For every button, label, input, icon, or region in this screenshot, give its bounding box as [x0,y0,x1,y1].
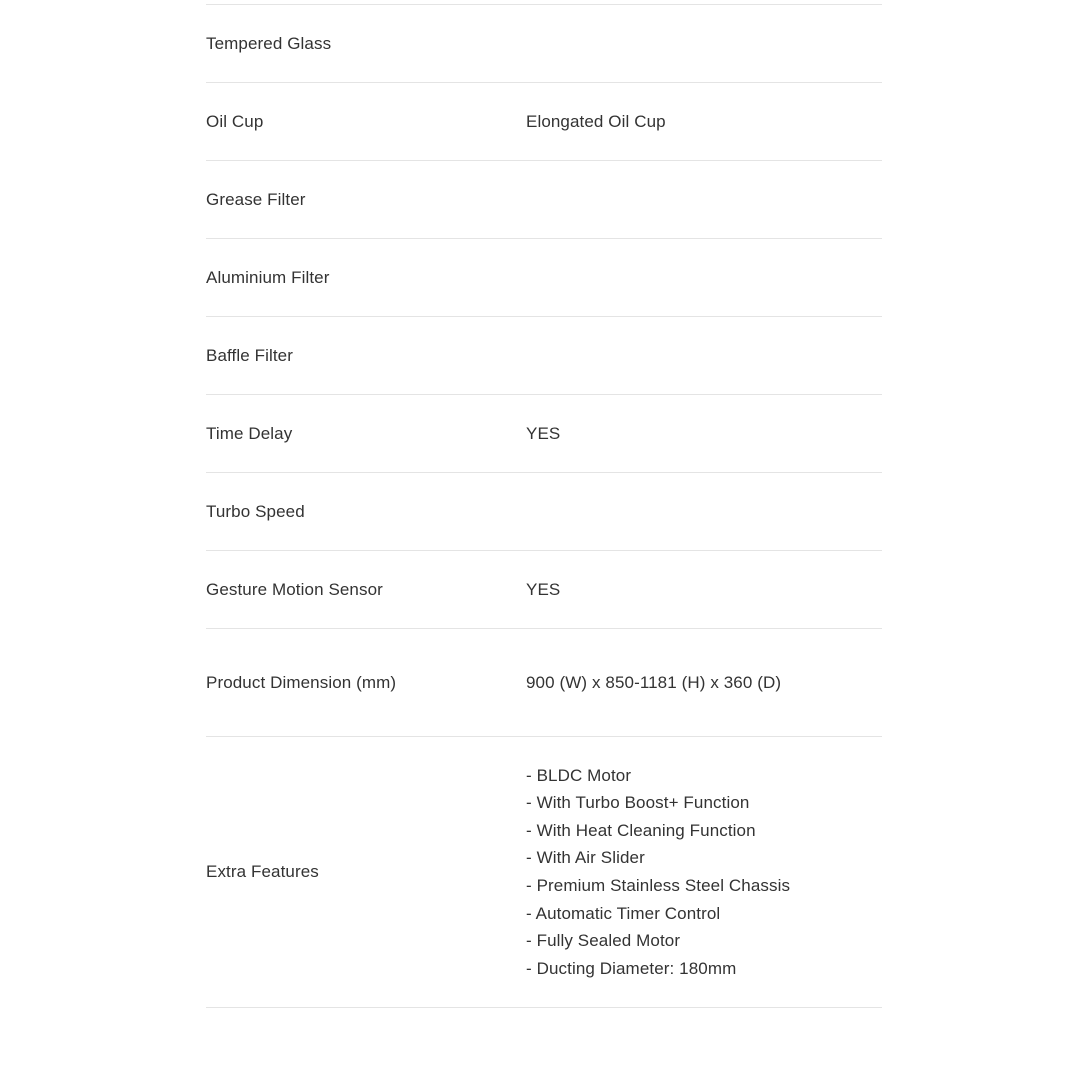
spec-value: YES [526,579,561,599]
spec-value [526,762,882,983]
spec-label: Turbo Speed [206,501,305,521]
spec-row-time-delay [206,395,882,473]
feature-list [526,762,882,983]
spec-label: Grease Filter [206,189,306,209]
spec-label: Time Delay [206,423,293,443]
spec-value: 900 (W) x 850-1181 (H) x 360 (D) [526,672,782,692]
spec-row-baffle-filter [206,317,882,395]
spec-label: Oil Cup [206,111,264,131]
spec-label: Baffle Filter [206,345,293,365]
feature-item: - With Air Slider [526,848,645,868]
spec-row-oil-cup [206,83,882,161]
feature-item: - Ducting Diameter: 180mm [526,958,737,978]
spec-label: Aluminium Filter [206,267,330,287]
spec-value: Elongated Oil Cup [526,111,666,131]
feature-item: - With Turbo Boost+ Function [526,793,750,813]
spec-row-extra-features [206,737,882,1008]
spec-value: YES [526,423,561,443]
feature-item: - With Heat Cleaning Function [526,820,756,840]
spec-label: Gesture Motion Sensor [206,579,383,599]
spec-row-gesture-motion-sensor [206,551,882,629]
spec-row-product-dimension [206,629,882,737]
spec-row-aluminium-filter [206,239,882,317]
feature-item: - Premium Stainless Steel Chassis [526,876,791,895]
spec-label: Product Dimension (mm) [206,672,397,692]
spec-label: Tempered Glass [206,33,332,53]
spec-row-grease-filter [206,161,882,239]
feature-item: - BLDC Motor [526,765,632,785]
spec-table [206,4,882,1008]
feature-item: - Fully Sealed Motor [526,931,681,951]
spec-row-tempered-glass [206,5,882,83]
spec-row-turbo-speed [206,473,882,551]
spec-label: Extra Features [206,862,319,881]
feature-item: - Automatic Timer Control [526,903,721,923]
